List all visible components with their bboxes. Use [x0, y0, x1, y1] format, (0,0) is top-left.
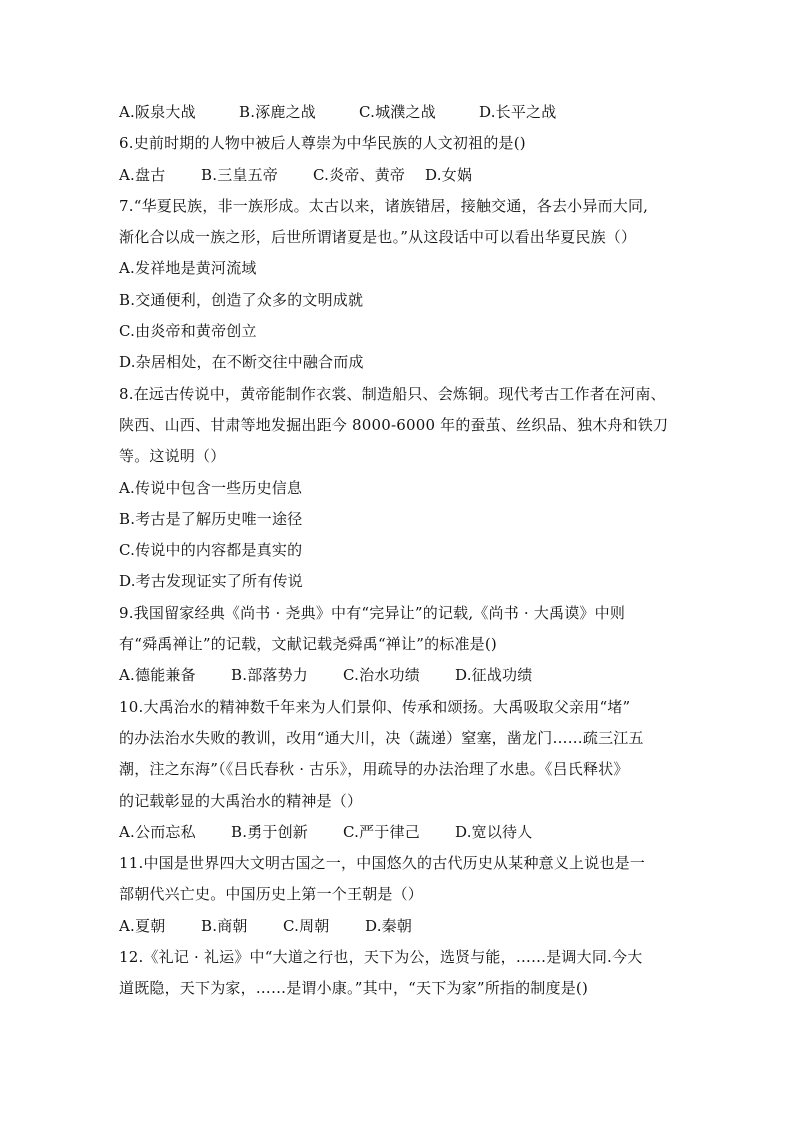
q10-options [119, 817, 724, 848]
q10-option-d: D.宽以待人 [455, 822, 533, 841]
q6-option-b: B.三皇五帝 [201, 165, 278, 184]
q7-option-b: B.交通便利，创造了众多的文明成就 [119, 290, 364, 309]
q10-option-b: B.勇于创新 [231, 822, 308, 841]
q8-option-c: C.传说中的内容都是真实的 [119, 541, 303, 560]
q10-stem-line-1: 10.大禹治水的精神数千年来为人们景仰、传承和颂扬。大禹吸取父亲用“堵” [119, 697, 631, 716]
q11-option-c: C.周朝 [283, 916, 330, 935]
q7-option-d: D.杂居相处，在不断交往中融合而成 [119, 353, 364, 372]
q8-stem-line-1: 8.在远古传说中，黄帝能制作衣裳、制造船只、会炼铜。现代考古工作者在河南、 [119, 384, 666, 403]
q9-option-d: D.征战功绩 [455, 666, 533, 685]
q7-stem-line-1: 7.“华夏民族，非一族形成。太古以来，诸族错居，接触交通，各去小异而大同, [119, 196, 649, 215]
q6-options [119, 160, 724, 191]
q10-stem-line-2: 的办法治水失败的教训，改用“通大川，决（蔬递）窒塞，凿龙门……疏三江五 [119, 728, 644, 747]
q11-stem-line-1: 11.中国是世界四大文明古国之一，中国悠久的古代历史从某种意义上说也是一 [119, 854, 646, 873]
q9-option-b: B.部落势力 [231, 666, 308, 685]
q8-stem-line-3: 等。这说明（） [119, 447, 226, 466]
q5-options [119, 97, 724, 128]
q12-stem-line-2: 道既隐，天下为家，……是谓小康。”其中，“天下为家”所指的制度是() [119, 979, 589, 998]
q7-option-c: C.由炎帝和黄帝创立 [119, 322, 257, 341]
q8-option-d: D.考古发现证实了所有传说 [119, 572, 303, 591]
q9-options [119, 660, 724, 691]
q7-option-a: A.发祥地是黄河流域 [119, 259, 257, 278]
q10-option-c: C.严于律己 [343, 822, 420, 841]
q6-option-c: C.炎帝、黄帝 [313, 165, 406, 184]
q11-options [119, 911, 724, 942]
q9-option-c: C.治水功绩 [343, 666, 420, 685]
q5-option-b: B.涿鹿之战 [239, 103, 316, 121]
q11-option-a: A.夏朝 [119, 916, 166, 935]
q11-option-d: D.秦朝 [365, 916, 413, 935]
q9-stem-line-1: 9.我国留家经典《尚书 · 尧典》中有“完异让”的记载,《尚书 · 大禹谟》中则 [119, 603, 626, 622]
q5-option-a: A.阪泉大战 [119, 103, 196, 121]
q11-stem-line-2: 部朝代兴亡史。中国历史上第一个王朝是（） [119, 885, 424, 904]
q10-stem-line-4: 的记载彰显的大禹治水的精神是（） [119, 791, 363, 810]
q8-stem-line-2: 陕西、山西、甘肃等地发掘出距今 8000-6000 年的蚕茧、丝织品、独木舟和铁刀 [119, 415, 669, 434]
q5-option-d: D.长平之战 [479, 103, 557, 121]
q6-option-a: A.盘古 [119, 165, 166, 184]
q8-option-b: B.考古是了解历史唯一途径 [119, 509, 303, 528]
q7-stem-line-2: 渐化合以成一族之形，后世所谓诸夏是也。”从这段话中可以看出华夏民族（） [119, 228, 637, 247]
q8-option-a: A.传说中包含一些历史信息 [119, 478, 303, 497]
q6-stem: 6.史前时期的人物中被后人尊崇为中华民族的人文初祖的是() [119, 134, 526, 153]
q9-stem-line-2: 有“舜禹禅让”的记载，文献记载尧舜禹“禅让”的标准是() [119, 635, 497, 654]
q10-option-a: A.公而忘私 [119, 822, 196, 841]
q11-option-b: B.商朝 [201, 916, 248, 935]
q10-stem-line-3: 潮，注之东海”（《吕氏春秋 · 古乐》，用疏导的办法治理了水患。《吕氏释状》 [119, 760, 629, 779]
q5-option-c: C.城濮之战 [359, 103, 436, 121]
q12-stem-line-1: 12.《礼记 · 礼运》中“大道之行也，天下为公，选贤与能，……是调大同.今大 [119, 948, 643, 967]
q9-option-a: A.德能兼备 [119, 666, 196, 685]
q6-option-d: D.女娲 [425, 165, 473, 184]
